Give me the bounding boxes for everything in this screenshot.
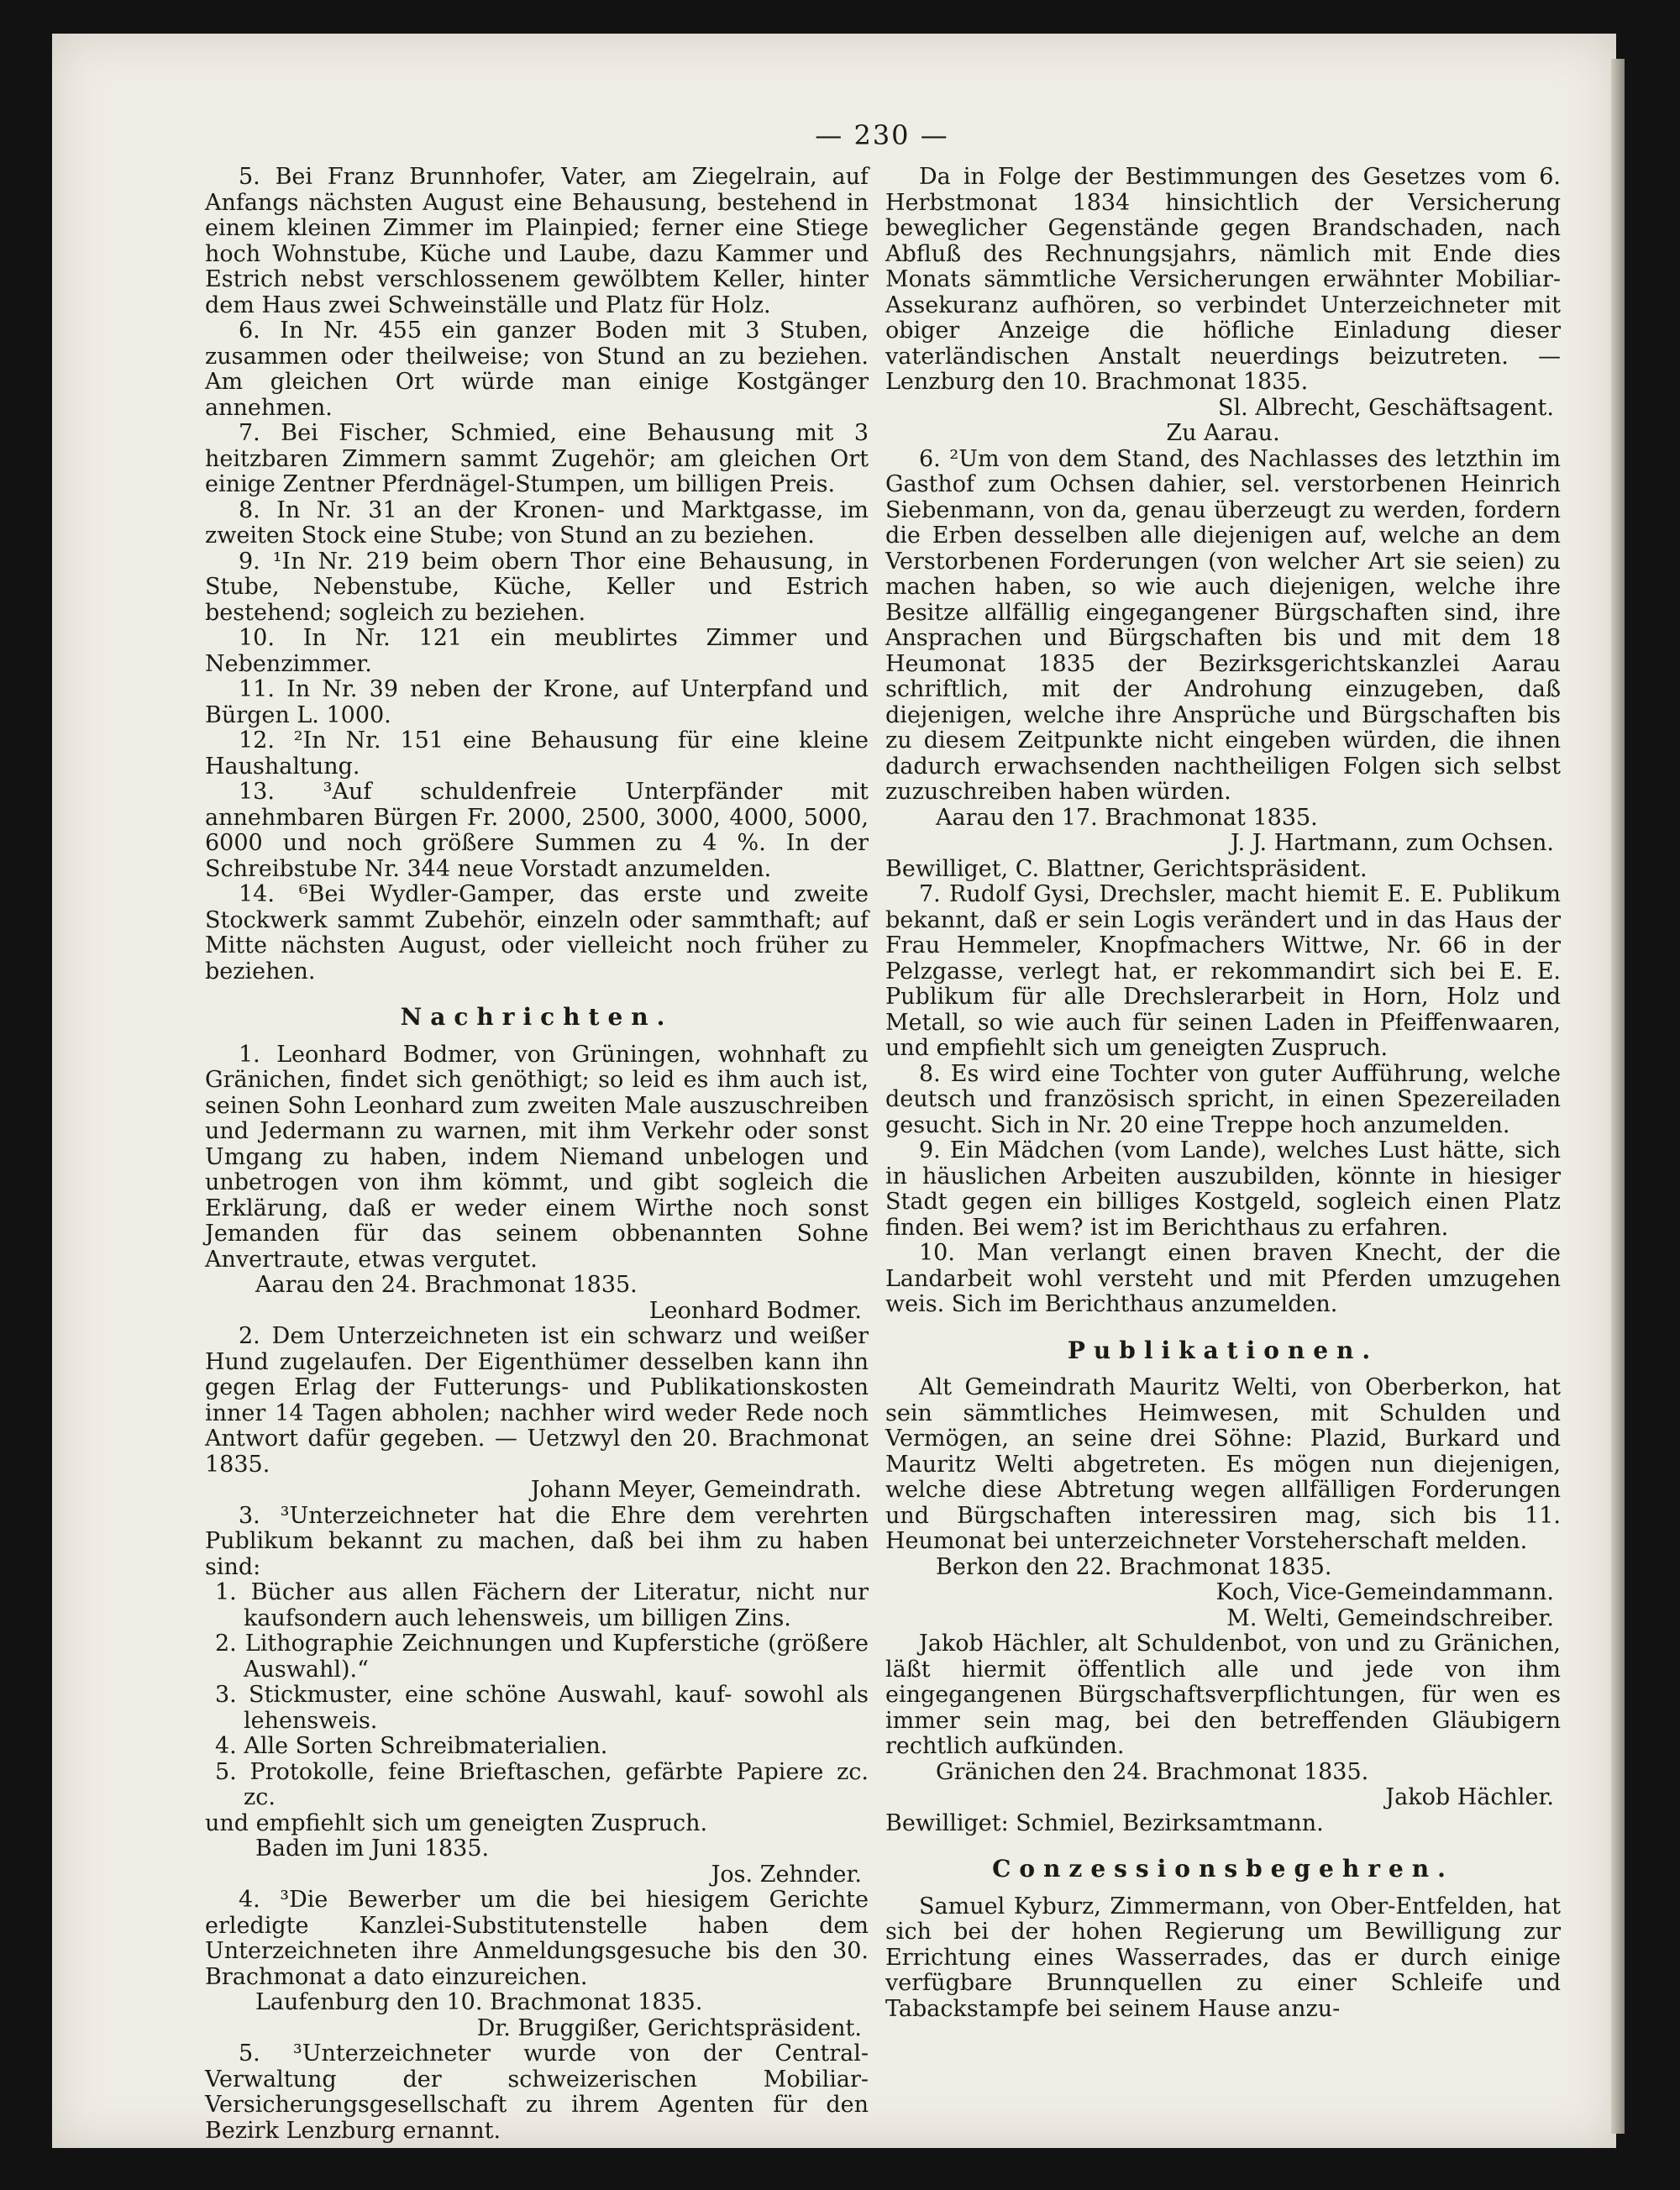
notice-signature: Jakob Hächler. bbox=[1385, 1784, 1554, 1810]
notice-approval: Bewilliget, C. Blattner, Gerichtspräsident. bbox=[885, 855, 1368, 882]
section-heading-nachrichten: Nachrichten. bbox=[400, 1003, 674, 1031]
notice-text: 3. ³Unterzeichneter hat die Ehre dem verehrten Publikum bekannt zu machen, daß bei ihm zu haben sind: bbox=[205, 1502, 869, 1580]
notice-text: 6. ²Um von dem Stand, des Nachlasses des letzthin im Gasthof zum Ochsen dahier, sel. verstorbenen Heinrich Siebenmann, von da, genau überzeugt zu werden, fordern die Erben desselben alle diejenigen auf, welche an dem Verstorbenen Forderungen (von welcher Art sie seien) zu machen haben, so wie auch diejenigen, welche ihre Besitze allfällig eingegangener Bürgschaften sind, ihre Ansprachen und Bürgschaften bis und mit dem 18 Heumonat 1835 der Bezirksgerichtskanzlei Aarau schriftlich, mit der Androhung einzugeben, daß diejenigen, welche ihre Ansprüche und Bürgschaften bis zu diesem Zeitpunkte nicht eingeben würden, die ihnen dadurch erwachsenden nachtheiligen Folgen sich selbst zuzuschreiben haben würden. bbox=[885, 445, 1561, 805]
housing-item: 14. ⁶Bei Wydler-Gamper, das erste und zweite Stockwerk sammt Zubehör, einzeln oder sammthaft; auf Mitte nächsten August, oder vielleicht noch früher zu beziehen. bbox=[205, 881, 869, 985]
notice-text: 2. Dem Unterzeichneten ist ein schwarz und weißer Hund zugelaufen. Der Eigenthümer desselben kann ihn gegen Erlag der Futterungs- und Publikationskosten inner 14 Tagen abholen; nachher wird weder Rede noch Antwort dafür gegeben. — Uetzwyl den 20. Brachmonat 1835. bbox=[205, 1323, 869, 1478]
notice-signature: Koch, Vice-Gemeindammann. bbox=[1215, 1579, 1554, 1605]
notice-place: Zu Aarau. bbox=[1166, 420, 1280, 446]
notice-text: 1. Leonhard Bodmer, von Grüningen, wohnhaft zu Gränichen, findet sich genöthigt; so leid es ihm auch ist, seinen Sohn Leonhard zum zweiten Male auszuschreiben und Jedermann zu warnen, mit ihm Verkehr oder sonst Umgang zu haben, indem Niemand unbelogen und unbetrogen von ihm kömmt, und gibt sogleich die Erklärung, daß er weder einem Wirthe noch sonst Jemanden für das seinem obbenannten Sohne Anvertraute, etwas vergutet. bbox=[205, 1041, 869, 1273]
list-item: 5. Protokolle, feine Brieftaschen, gefärbte Papiere zc. zc. bbox=[215, 1758, 869, 1810]
notice-text: 7. Rudolf Gysi, Drechsler, macht hiemit E. E. Publikum bekannt, daß er sein Logis verändert und in das Haus der Frau Hemmeler, Knopfmachers Wittwe, Nr. 66 in der Pelzgasse, verlegt hat, er rekommandirt sich bei E. E. Publikum für alle Drechslerarbeit in Horn, Holz und Metall, so wie auch für seinen Laden in Pfeiffenwaaren, und empfiehlt sich um geneigten Zuspruch. bbox=[885, 881, 1561, 1061]
notice-date: Baden im Juni 1835. bbox=[255, 1836, 490, 1862]
right-column bbox=[885, 165, 1561, 2022]
list-item: 3. Stickmuster, eine schöne Auswahl, kauf- sowohl als lehensweis. bbox=[215, 1682, 869, 1734]
notice-text: 8. Es wird eine Tochter von guter Aufführung, welche deutsch und französisch spricht, in einen Spezereiladen gesucht. Sich in Nr. 20 eine Treppe hoch anzumelden. bbox=[885, 1060, 1561, 1138]
housing-item: 6. In Nr. 455 ein ganzer Boden mit 3 Stuben, zusammen oder theilweise; von Stund an zu beziehen. Am gleichen Ort würde man einige Kostgänger annehmen. bbox=[205, 318, 869, 421]
list-item: 4. Alle Sorten Schreibmaterialien. bbox=[215, 1733, 608, 1759]
section-heading-conzessionsbegehren: Conzessionsbegehren. bbox=[992, 1855, 1454, 1883]
housing-item: 12. ²In Nr. 151 eine Behausung für eine kleine Haushaltung. bbox=[205, 727, 869, 780]
housing-item: 13. ³Auf schuldenfreie Unterpfänder mit annehmbaren Bürgen Fr. 2000, 2500, 3000, 4000, 5000, 6000 und noch größere Summen zu 4 %. In der Schreibstube Nr. 344 neue Vorstadt anzumelden. bbox=[205, 779, 869, 882]
housing-item: 9. ¹In Nr. 219 beim obern Thor eine Behausung, in Stube, Nebenstube, Küche, Keller und Estrich bestehend; sogleich zu beziehen. bbox=[205, 548, 869, 626]
list-item: 1. Bücher aus allen Fächern der Literatur, nicht nur kaufsondern auch lehensweis, um billigen Zins. bbox=[215, 1579, 869, 1631]
notice-text: 4. ³Die Bewerber um die bei hiesigem Gerichte erledigte Kanzlei-Substitutenstelle haben dem Unterzeichneten ihre Anmeldungsgesuche bis den 30. Brachmonat a dato einzureichen. bbox=[205, 1887, 869, 1990]
section-heading-publikationen: Publikationen. bbox=[1067, 1336, 1379, 1364]
page-edge bbox=[1611, 59, 1625, 2134]
notice-text: 9. Ein Mädchen (vom Lande), welches Lust hätte, sich in häuslichen Arbeiten auszubilden, könnte in hiesiger Stadt gegen ein billiges Kostgeld, sogleich einen Platz finden. Bei wem? ist im Berichthaus zu erfahren. bbox=[885, 1137, 1561, 1241]
housing-item: 7. Bei Fischer, Schmied, eine Behausung mit 3 heitzbaren Zimmern sammt Zugehör; am gleichen Ort einige Zentner Pferdnägel-Stumpen, um billigen Preis. bbox=[205, 420, 869, 497]
housing-item: 11. In Nr. 39 neben der Krone, auf Unterpfand und Bürgen L. 1000. bbox=[205, 676, 869, 728]
left-column bbox=[205, 165, 869, 2144]
notice-signature: J. J. Hartmann, zum Ochsen. bbox=[1230, 830, 1554, 856]
notice-signature: M. Welti, Gemeindschreiber. bbox=[1226, 1604, 1554, 1631]
notice-date: Berkon den 22. Brachmonat 1835. bbox=[936, 1553, 1332, 1580]
notice-date: Laufenburg den 10. Brachmonat 1835. bbox=[255, 1989, 703, 2015]
notice-text: und empfiehlt sich um geneigten Zuspruch. bbox=[205, 1809, 708, 1836]
notice-date: Aarau den 24. Brachmonat 1835. bbox=[255, 1272, 638, 1298]
housing-item: 5. Bei Franz Brunnhofer, Vater, am Ziegelrain, auf Anfangs nächsten August eine Behausung, bestehend in einem kleinen Zimmer im Plainpied; ferner eine Stiege hoch Wohnstube, Küche und Laube, dazu Kammer und Estrich nebst verschlossenem gewölbtem Keller, hinter dem Haus zwei Schweinställe und Platz für Holz. bbox=[205, 164, 869, 318]
notice-signature: Jos. Zehnder. bbox=[711, 1861, 862, 1888]
notice-approval: Bewilliget: Schmiel, Bezirksamtmann. bbox=[885, 1809, 1324, 1836]
notice-date: Gränichen den 24. Brachmonat 1835. bbox=[936, 1758, 1369, 1785]
housing-item: 10. In Nr. 121 ein meublirtes Zimmer und Nebenzimmer. bbox=[205, 625, 869, 677]
notice-signature: Dr. Bruggißer, Gerichtspräsident. bbox=[476, 2014, 862, 2041]
notice-signature: Sl. Albrecht, Geschäftsagent. bbox=[1217, 394, 1554, 421]
notice-text: Samuel Kyburz, Zimmermann, von Ober-Entfelden, hat sich bei der hohen Regierung um Bewilligung zur Errichtung eines Wasserrades, das er durch einige verfügbare Brunnquellen zu einer Schleife und Tabackstampfe bei seinem Hause anzu- bbox=[885, 1893, 1561, 2022]
notice-text: Alt Gemeindrath Mauritz Welti, von Oberberkon, hat sein sämmtliches Heimwesen, mit Schulden und Vermögen, an seine drei Söhne: Plazid, Burkard und Mauritz Welti abgetreten. Es mögen nun diejenigen, welche diese Abtretung wegen allfälligen Forderungen und Bürgschaften interessiren mag, sich bis 11. Heumonat bei unterzeichneter Vorsteherschaft melden. bbox=[885, 1374, 1561, 1554]
list-item: 2. Lithographie Zeichnungen und Kupferstiche (größere Auswahl).“ bbox=[215, 1631, 869, 1683]
notice-text: 10. Man verlangt einen braven Knecht, der die Landarbeit wohl versteht und mit Pferden umzugehen weis. Sich im Berichthaus anzumelden. bbox=[885, 1240, 1561, 1317]
notice-signature: Leonhard Bodmer. bbox=[648, 1297, 862, 1324]
page-number: — 230 — bbox=[815, 119, 949, 151]
housing-item: 8. In Nr. 31 an der Kronen- und Marktgasse, im zweiten Stock eine Stube; von Stund an zu beziehen. bbox=[205, 496, 869, 549]
notice-date: Aarau den 17. Brachmonat 1835. bbox=[936, 804, 1318, 831]
notice-signature: Johann Meyer, Gemeindrath. bbox=[530, 1477, 862, 1503]
notice-text: 5. ³Unterzeichneter wurde von der Central-Verwaltung der schweizerischen Mobiliar-Versicherungsgesellschaft zu ihrem Agenten für den Bezirk Lenzburg ernannt. bbox=[205, 2040, 869, 2144]
notice-text: Jakob Hächler, alt Schuldenbot, von und zu Gränichen, läßt hiermit öffentlich alle und jede von ihm eingegangenen Bürgschaftsverpflichtungen, für wen es immer sein mag, bei den betreffenden Gläubigern rechtlich aufkünden. bbox=[885, 1631, 1561, 1759]
notice-text: Da in Folge der Bestimmungen des Gesetzes vom 6. Herbstmonat 1834 hinsichtlich der Versicherung beweglicher Gegenstände gegen Brandschaden, nach Abfluß des Rechnungsjahrs, nämlich mit Ende dies Monats sämmtliche Versicherungen erwähnter Mobiliar-Assekuranz aufhören, so verbindet Unterzeichneter mit obiger Anzeige die höfliche Einladung dieser vaterländischen Anstalt neuerdings beizutreten. — Lenzburg den 10. Brachmonat 1835. bbox=[885, 164, 1561, 395]
